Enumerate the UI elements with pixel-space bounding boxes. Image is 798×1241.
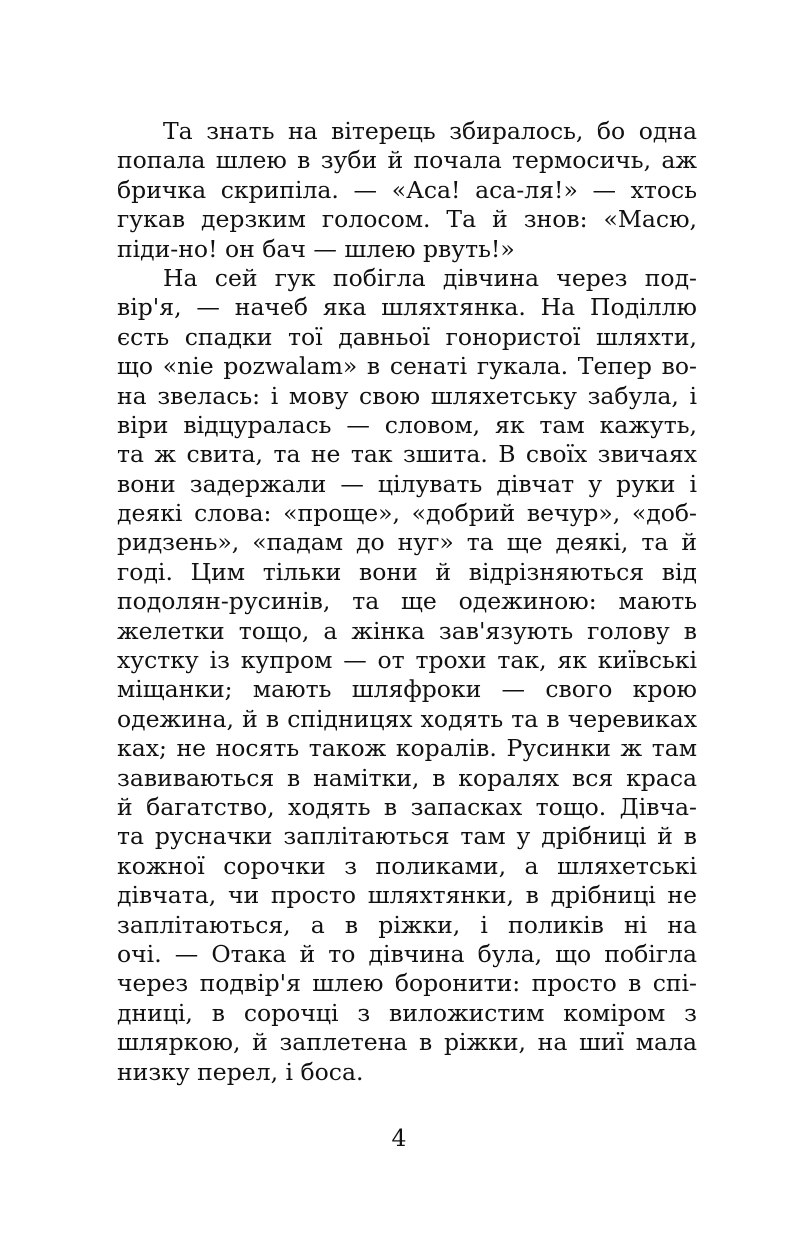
text-line: гукав дерзким голосом. Та й знов: «Масю,: [117, 205, 697, 234]
text-line: одежина, й в спідницях ходять та в черевиках: [117, 704, 697, 733]
text-line: годі. Цим тільки вони й відрізняються від: [117, 557, 697, 586]
text-line: через подвір'я шлею боронити: просто в спі-: [117, 969, 697, 998]
text-line: подолян-русинів, та ще одежиною: мають: [117, 587, 697, 616]
paragraph-2: [117, 264, 697, 1087]
text-line: піди-но! он бач — шлею рвуть!»: [117, 234, 515, 263]
text-line: на звелась: і мову свою шляхетську забула, і: [117, 381, 697, 410]
text-line: дниці, в сорочці з виложистим коміром з: [117, 998, 697, 1027]
page-number: 4: [391, 1124, 407, 1152]
text-line: що «nie pozwalam» в сенаті гукала. Тепер во-: [117, 352, 697, 381]
text-line: віри відцуралась — словом, як там кажуть,: [117, 410, 697, 439]
text-line: низку перел, і боса.: [117, 1057, 364, 1086]
text-line: ках; не носять також коралів. Русинки ж там: [117, 734, 697, 763]
text-line: хустку із купром — от трохи так, як київські: [117, 646, 697, 675]
text-line: дівчата, чи просто шляхтянки, в дрібниці не: [117, 881, 697, 910]
text-line: єсть спадки тої давньої гонористої шляхти,: [117, 322, 697, 351]
text-line: кожної сорочки з поликами, а шляхетські: [117, 851, 697, 880]
text-line: вони задержали — цілувать дівчат у руки і: [117, 469, 697, 498]
text-line: заплітаються, а в ріжки, і поликів ні на: [117, 910, 697, 939]
text-line: й багатство, ходять в запасках тощо. Дівча-: [117, 792, 697, 821]
text-line: деякі слова: «проще», «добрий вечур», «доб-: [117, 499, 697, 528]
text-line: та русначки заплітаються там у дрібниці й в: [117, 822, 697, 851]
text-line: вір'я, — начеб яка шляхтянка. На Поділлю: [117, 293, 697, 322]
text-line: міщанки; мають шляфроки — свого крою: [117, 675, 697, 704]
text-line: На сей гук побігла дівчина через под-: [163, 263, 697, 292]
text-line: очі. — Отака й то дівчина була, що побігла: [117, 939, 697, 968]
text-line: завиваються в намітки, в коралях вся краса: [117, 763, 697, 792]
text-line: ридзень», «падам до нуг» та ще деякі, та й: [117, 528, 697, 557]
text-line: та ж свита, та не так зшита. В своїх звичаях: [117, 440, 697, 469]
text-line: шляркою, й заплетена в ріжки, на шиї мала: [117, 1028, 697, 1057]
paragraph-1: [117, 117, 697, 264]
body-text: [117, 117, 697, 1087]
text-line: Та знать на вітерець збиралось, бо одна: [163, 117, 697, 145]
text-line: бричка скрипіла. — «Аса! аса-ля!» — хтось: [117, 175, 697, 204]
text-line: попала шлею в зуби й почала термосичь, аж: [117, 146, 697, 175]
text-line: желетки тощо, а жінка зав'язують голову в: [117, 616, 697, 645]
